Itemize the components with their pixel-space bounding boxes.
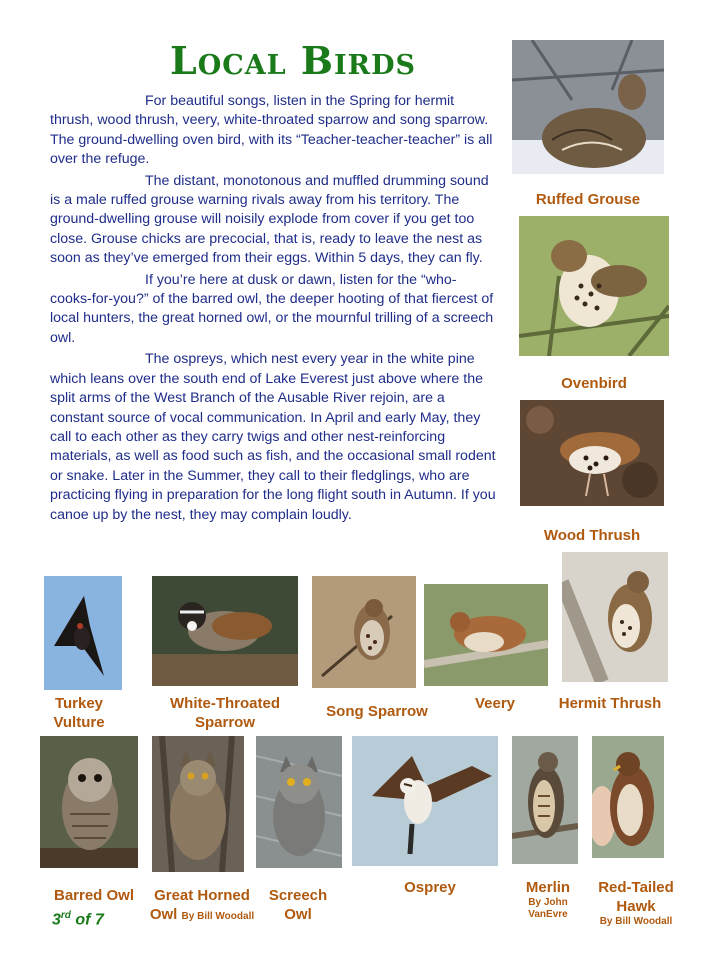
paragraph: For beautiful songs, listen in the Spring for hermit thrush, wood thrush, veery, white-throated sparrow and song sparrow. The ground-dwelling oven bird, with its “Teacher-teacher-teacher” is all over the refuge.	[50, 93, 493, 168]
hermit-thrush-photo	[562, 552, 668, 682]
paragraph: If you’re here at dusk or dawn, listen for the “who-cooks-for-you?” of the barred owl, the deeper hooting of that fiercest of local hunters, the great horned owl, or the mournful trilling of a screech owl.	[50, 271, 494, 346]
ovenbird-photo	[519, 216, 669, 356]
page-number: 3rd of 7	[52, 910, 104, 929]
great-horned-owl-photo	[152, 736, 244, 872]
caption-hermit-thrush: Hermit Thrush	[558, 695, 662, 712]
merlin-photo	[512, 736, 578, 864]
caption-white-throated-sparrow: White-Throated Sparrow	[170, 695, 280, 731]
caption-turkey-vulture: Turkey Vulture	[53, 695, 105, 731]
caption-ruffed-grouse: Ruffed Grouse	[535, 191, 641, 208]
article-body	[50, 92, 498, 527]
page-title: Local Birds	[170, 38, 416, 83]
paragraph: The ospreys, which nest every year in the white pine which leans over the south end of Lake Everest just above where the split arms of the West Branch of the Ausable River rejoin, are a constant source of vocal communication. In April and early May, they call to each other as they carry twigs and other nest-reinforcing materials, as well as food such as fish, and the occasional small rodent or snake. Later in the Summer, they call to their fledglings, who are practicing flying in preparation for the long flight south in Autumn. If you canoe up by the nest, they may complain loudly.	[50, 351, 496, 523]
veery-photo	[424, 584, 548, 686]
ruffed-grouse-photo	[512, 40, 664, 174]
white-throated-sparrow-photo	[152, 576, 298, 686]
photo-credit: By Bill Woodall	[599, 916, 673, 927]
caption-osprey: Osprey	[404, 879, 456, 896]
photo-credit: VanEvre	[528, 909, 568, 920]
turkey-vulture-photo	[44, 576, 122, 690]
screech-owl-photo	[256, 736, 342, 868]
caption-barred-owl: Barred Owl	[53, 887, 135, 904]
caption-great-horned-owl: Great Horned Owl By Bill Woodall	[149, 887, 255, 923]
osprey-photo	[352, 736, 498, 866]
paragraph: The distant, monotonous and muffled drumming sound is a male ruffed grouse warning rivals away from his territory. The ground-dwelling grouse will noisily explode from cover if you get too close. Grouse chicks are precocial, that is, ready to leave the nest as soon as they’ve emerged from their eggs. Within 5 days, they can fly.	[50, 172, 489, 267]
caption-screech-owl: Screech Owl	[268, 887, 328, 923]
caption-ovenbird: Ovenbird	[561, 375, 627, 392]
barred-owl-photo	[40, 736, 138, 868]
caption-wood-thrush: Wood Thrush	[543, 527, 641, 544]
photo-credit: By John	[528, 897, 568, 908]
red-tailed-hawk-photo	[592, 736, 664, 858]
caption-red-tailed-hawk: Red-Tailed Hawk By Bill Woodall	[588, 878, 684, 928]
caption-veery: Veery	[474, 695, 516, 712]
photo-credit: By Bill Woodall	[181, 911, 255, 922]
wood-thrush-photo	[520, 400, 664, 506]
song-sparrow-photo	[312, 576, 416, 688]
caption-merlin: Merlin By John VanEvre	[508, 878, 588, 921]
caption-song-sparrow: Song Sparrow	[326, 703, 428, 720]
